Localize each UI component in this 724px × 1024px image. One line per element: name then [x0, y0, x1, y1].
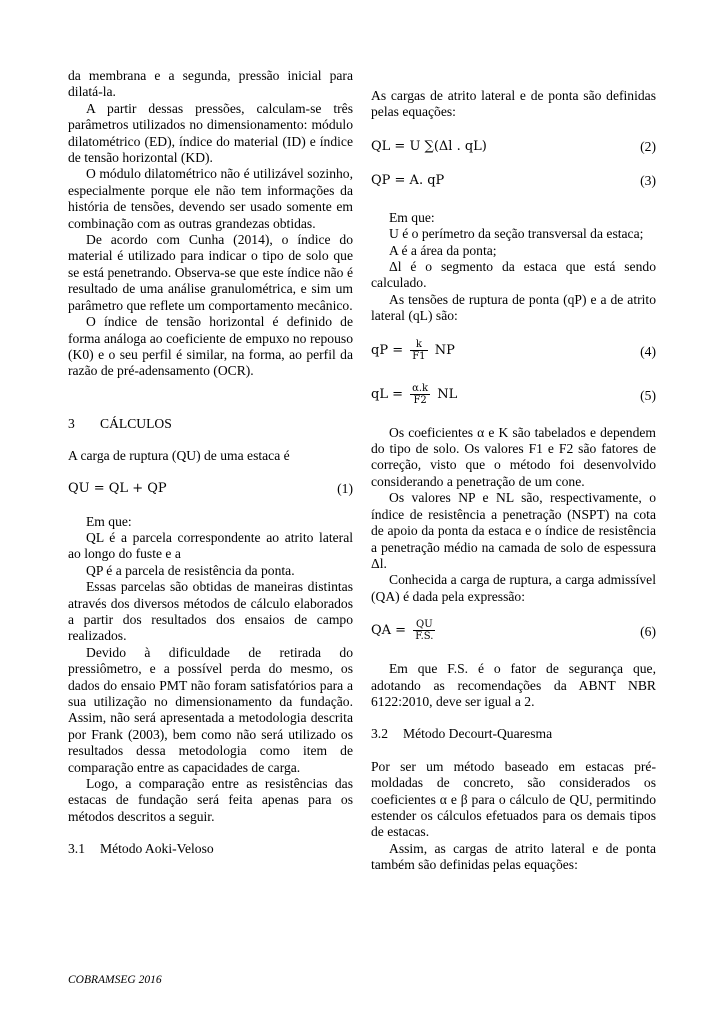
- paragraph: De acordo com Cunha (2014), o índice do material é utilizado para indicar o tipo de solo que se está penetrando. Observa-se que este índice não é resultado de uma análise granulométrica, e sim um parâmetro que reflete um comportamento mecânico.: [68, 232, 353, 313]
- equation-number: (6): [640, 624, 656, 640]
- section-heading-3-1: [68, 841, 353, 857]
- paragraph: Logo, a comparação entre as resistências das estacas de fundação será feita apenas para os métodos descritos a seguir.: [68, 776, 353, 824]
- equation-number: (3): [640, 172, 656, 188]
- section-heading-3: [68, 416, 353, 432]
- paragraph: Conhecida a carga de ruptura, a carga admissível (QA) é dada pela expressão:: [371, 572, 656, 604]
- equation-rhs: NP: [434, 342, 455, 358]
- fraction-denominator: F1: [412, 350, 426, 362]
- equation-rhs: NL: [437, 386, 458, 402]
- section-title: Método Aoki-Veloso: [100, 841, 214, 857]
- paragraph: As tensões de ruptura de ponta (qP) e a de atrito lateral (qL) são:: [371, 291, 656, 324]
- equation-lhs: qL =: [371, 386, 403, 402]
- equation-body: QP = A. qP: [371, 172, 445, 188]
- fraction: [413, 619, 435, 642]
- paragraph: Em que:: [389, 209, 435, 225]
- fraction-denominator: F2: [413, 394, 427, 406]
- section-number: 3.2: [371, 726, 388, 742]
- equation-lhs: QA =: [371, 623, 407, 639]
- fraction-numerator: QU: [413, 619, 435, 631]
- paragraph: Em que:: [86, 513, 132, 529]
- equation-body: QL = U ∑(Δl . qL): [371, 138, 487, 154]
- left-column: [68, 68, 353, 858]
- fraction-numerator: α.k: [412, 382, 429, 394]
- equation-6: [371, 619, 656, 645]
- paragraph: A carga de ruptura (QU) de uma estaca é: [68, 448, 290, 464]
- paragraph: Os valores NP e NL são, respectivamente, o índice de resistência a penetração (NSPT) na cota de apoio da ponta da estaca e o índice de resistência a penetração médio na camada de solo de espessura Δl.: [371, 490, 656, 571]
- paragraph: As cargas de atrito lateral e de ponta são definidas pelas equações:: [371, 88, 656, 120]
- paragraph: U é o perímetro da seção transversal da estaca;: [389, 226, 644, 242]
- fraction-numerator: k: [410, 339, 427, 351]
- paragraph: Em que F.S. é o fator de segurança que, adotando as recomendações da ABNT NBR 6122:2010, deve ser igual a 2.: [371, 661, 656, 709]
- section-title: Método Decourt-Quaresma: [403, 726, 553, 742]
- paragraph: A é a área da ponta;: [389, 242, 497, 258]
- equation-3: [371, 173, 656, 190]
- paragraph: O módulo dilatométrico não é utilizável sozinho, especialmente porque ele não tem informações da história de tensões, devendo ser usado somente em combinação com as outras grandezas obtidas.: [68, 166, 353, 231]
- equation-body: QU = QL + QP: [68, 480, 167, 496]
- section-number: 3: [68, 415, 75, 431]
- equation-number: (4): [640, 343, 656, 359]
- paragraph: O índice de tensão horizontal é definido de forma análoga ao coeficiente de empuxo no repouso (K0) e o seu perfil é similar, na forma, ao perfil da razão de pré-adensamento (OCR).: [68, 314, 353, 379]
- equation-1: [68, 481, 353, 498]
- paragraph: Os coeficientes α e K são tabelados e dependem do tipo de solo. Os valores F1 e F2 são fatores de correção, visto que o método foi desenvolvido considerando a penetração de um cone.: [371, 424, 656, 489]
- paragraph: A partir dessas pressões, calculam-se três parâmetros utilizados no dimensionamento: módulo dilatométrico (ED), índice do material (ID) e índice de tensão horizontal (KD).: [68, 100, 353, 166]
- paragraph: Essas parcelas são obtidas de maneiras distintas através dos diversos métodos de cálculo elaborados a partir dos resultados dos ensaios de campo realizados.: [68, 579, 353, 644]
- paragraph: Assim, as cargas de atrito lateral e de ponta também são definidas pelas equações:: [371, 840, 656, 873]
- fraction-denominator: F.S.: [415, 631, 434, 643]
- equation-number: (5): [640, 387, 656, 403]
- equation-5: [371, 383, 656, 409]
- fraction: [410, 383, 430, 406]
- page-footer: COBRAMSEG 2016: [68, 974, 162, 986]
- equation-4: [371, 339, 656, 365]
- right-column: [371, 68, 656, 874]
- equation-number: (2): [640, 138, 656, 154]
- section-title: CÁLCULOS: [100, 415, 172, 431]
- equation-lhs: qP =: [371, 342, 404, 358]
- equation-number: (1): [337, 480, 353, 496]
- paragraph: Devido à dificuldade de retirada do pressiômetro, e a possível perda do mesmo, os dados do ensaio PMT não foram satisfatórios para a sua utilização no dimensionamento da fundação. Assim, não será apresentada a metodologia descrita por Frank (2003), bem como não será utilizado os resultados dessa metodologia como item de comparação entre as capacidades de carga.: [68, 644, 353, 775]
- paragraph: Por ser um método baseado em estacas pré-moldadas de concreto, são considerados os coeficientes α e β para o cálculo de QU, permitindo estender os cálculos efetuados para os demais tipos de estacas.: [371, 758, 656, 840]
- section-heading-3-2: [371, 726, 656, 742]
- section-number: 3.1: [68, 841, 85, 857]
- fraction: [410, 339, 427, 362]
- paragraph: QL é a parcela correspondente ao atrito lateral ao longo do fuste e a: [68, 529, 353, 562]
- paragraph: QP é a parcela de resistência da ponta.: [86, 562, 295, 578]
- paragraph: Δl é o segmento da estaca que está sendo calculado.: [371, 259, 656, 291]
- paragraph: da membrana e a segunda, pressão inicial para dilatá-la.: [68, 68, 353, 100]
- equation-2: [371, 139, 656, 156]
